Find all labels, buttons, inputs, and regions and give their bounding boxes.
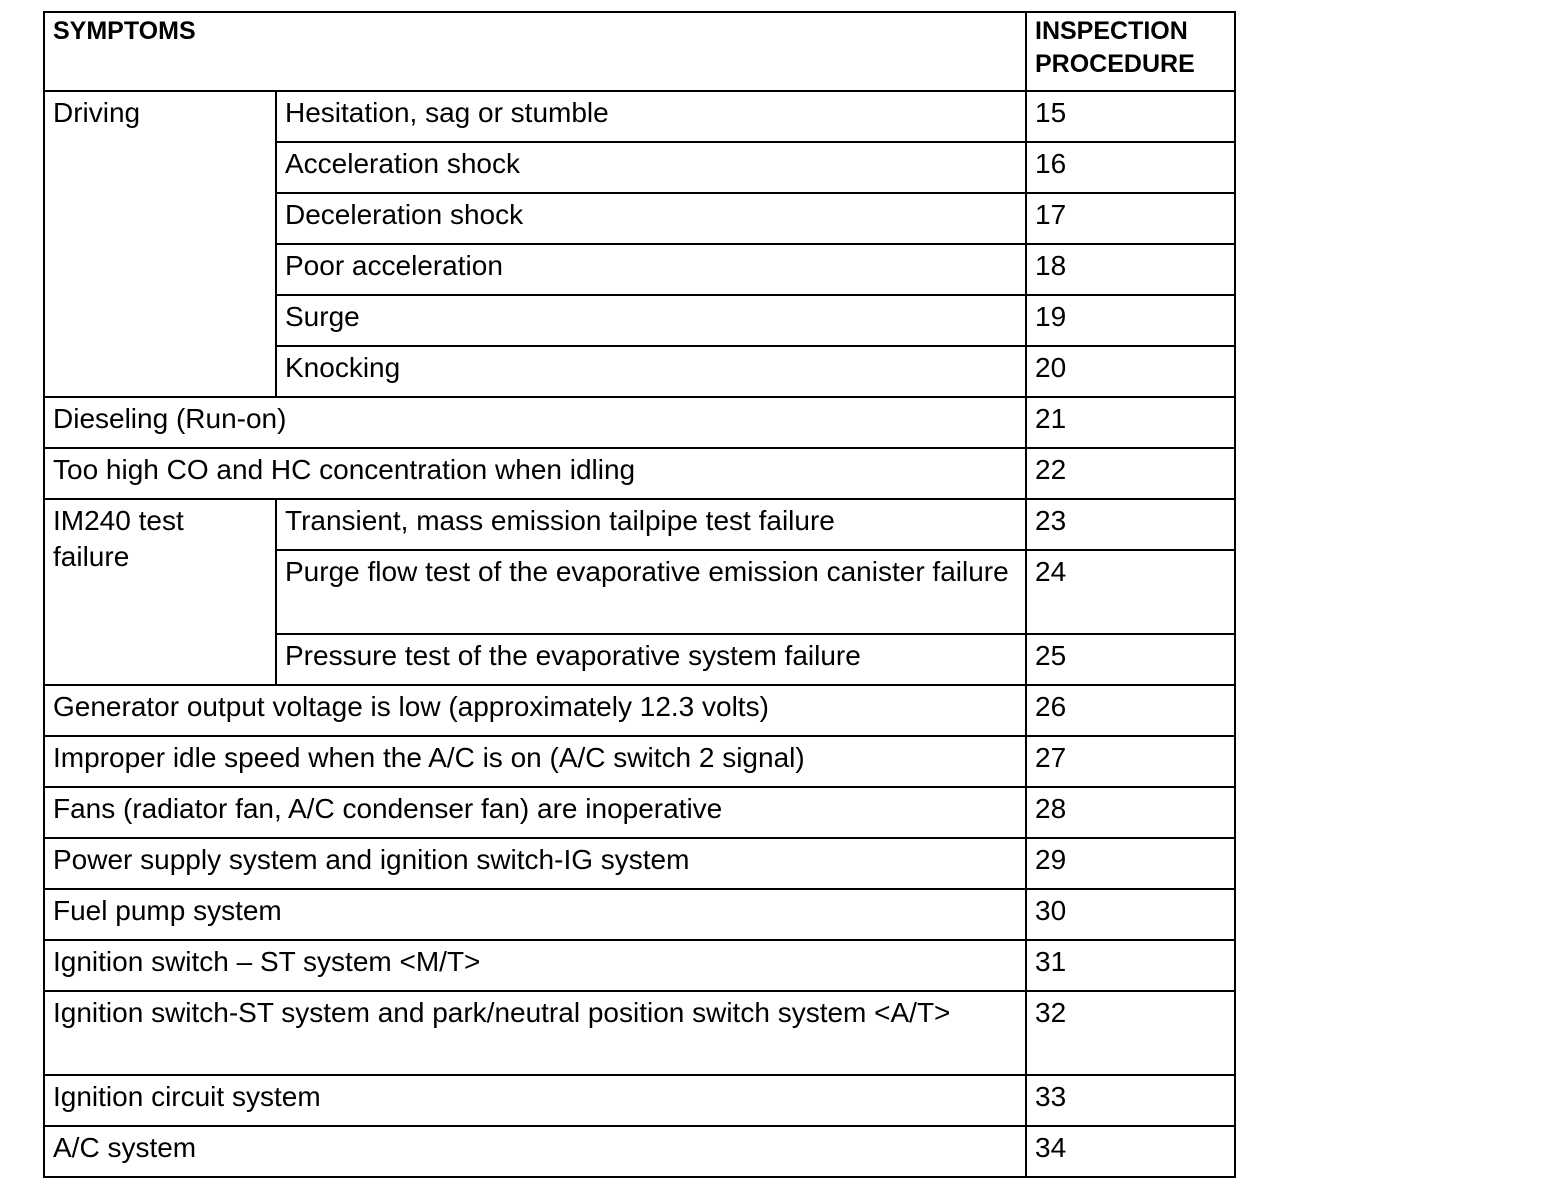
table-row	[44, 397, 1235, 448]
symptom-cell: Hesitation, sag or stumble	[276, 91, 1026, 142]
procedure-cell: 27	[1026, 736, 1235, 787]
table-row	[44, 787, 1235, 838]
procedure-cell: 32	[1026, 991, 1235, 1075]
symptom-cell: Knocking	[276, 346, 1026, 397]
procedure-cell: 34	[1026, 1126, 1235, 1177]
symptom-cell: A/C system	[44, 1126, 1026, 1177]
procedure-cell: 23	[1026, 499, 1235, 550]
table-header-row	[44, 12, 1235, 91]
symptoms-table	[43, 11, 1236, 1178]
table-row	[44, 448, 1235, 499]
symptom-cell: Transient, mass emission tailpipe test failure	[276, 499, 1026, 550]
table-row	[44, 685, 1235, 736]
table-row	[44, 889, 1235, 940]
symptom-cell: Generator output voltage is low (approximately 12.3 volts)	[44, 685, 1026, 736]
symptom-cell: Power supply system and ignition switch-IG system	[44, 838, 1026, 889]
procedure-cell: 20	[1026, 346, 1235, 397]
header-inspection-line1: INSPECTION	[1035, 17, 1188, 45]
procedure-cell: 28	[1026, 787, 1235, 838]
symptom-cell: Surge	[276, 295, 1026, 346]
procedure-cell: 21	[1026, 397, 1235, 448]
symptom-cell: Deceleration shock	[276, 193, 1026, 244]
symptom-cell: Poor acceleration	[276, 244, 1026, 295]
procedure-cell: 26	[1026, 685, 1235, 736]
symptom-cell: Ignition circuit system	[44, 1075, 1026, 1126]
symptom-cell: Dieseling (Run-on)	[44, 397, 1026, 448]
table-row	[44, 991, 1235, 1075]
symptom-cell: Ignition switch-ST system and park/neutral position switch system <A/T>	[44, 991, 1026, 1075]
procedure-cell: 30	[1026, 889, 1235, 940]
table-row	[44, 940, 1235, 991]
procedure-cell: 33	[1026, 1075, 1235, 1126]
procedure-cell: 31	[1026, 940, 1235, 991]
table-row	[44, 838, 1235, 889]
table-row	[44, 1075, 1235, 1126]
table-row	[44, 91, 1235, 142]
symptom-cell: Too high CO and HC concentration when idling	[44, 448, 1026, 499]
procedure-cell: 25	[1026, 634, 1235, 685]
symptom-cell: Improper idle speed when the A/C is on (A/C switch 2 signal)	[44, 736, 1026, 787]
procedure-cell: 18	[1026, 244, 1235, 295]
table-row	[44, 499, 1235, 550]
procedure-cell: 22	[1026, 448, 1235, 499]
symptom-cell: Purge flow test of the evaporative emission canister failure	[276, 550, 1026, 634]
procedure-cell: 24	[1026, 550, 1235, 634]
category-driving: Driving	[44, 91, 276, 397]
header-symptoms: SYMPTOMS	[44, 12, 1026, 91]
table-row	[44, 1126, 1235, 1177]
category-im240: IM240 test failure	[44, 499, 276, 685]
procedure-cell: 19	[1026, 295, 1235, 346]
header-inspection-procedure	[1026, 12, 1235, 91]
symptom-cell: Acceleration shock	[276, 142, 1026, 193]
table-row	[44, 736, 1235, 787]
procedure-cell: 29	[1026, 838, 1235, 889]
procedure-cell: 17	[1026, 193, 1235, 244]
header-inspection-line2: PROCEDURE	[1035, 50, 1195, 78]
symptom-cell: Fans (radiator fan, A/C condenser fan) are inoperative	[44, 787, 1026, 838]
symptom-cell: Fuel pump system	[44, 889, 1026, 940]
procedure-cell: 15	[1026, 91, 1235, 142]
procedure-cell: 16	[1026, 142, 1235, 193]
symptom-cell: Ignition switch – ST system <M/T>	[44, 940, 1026, 991]
symptom-cell: Pressure test of the evaporative system failure	[276, 634, 1026, 685]
